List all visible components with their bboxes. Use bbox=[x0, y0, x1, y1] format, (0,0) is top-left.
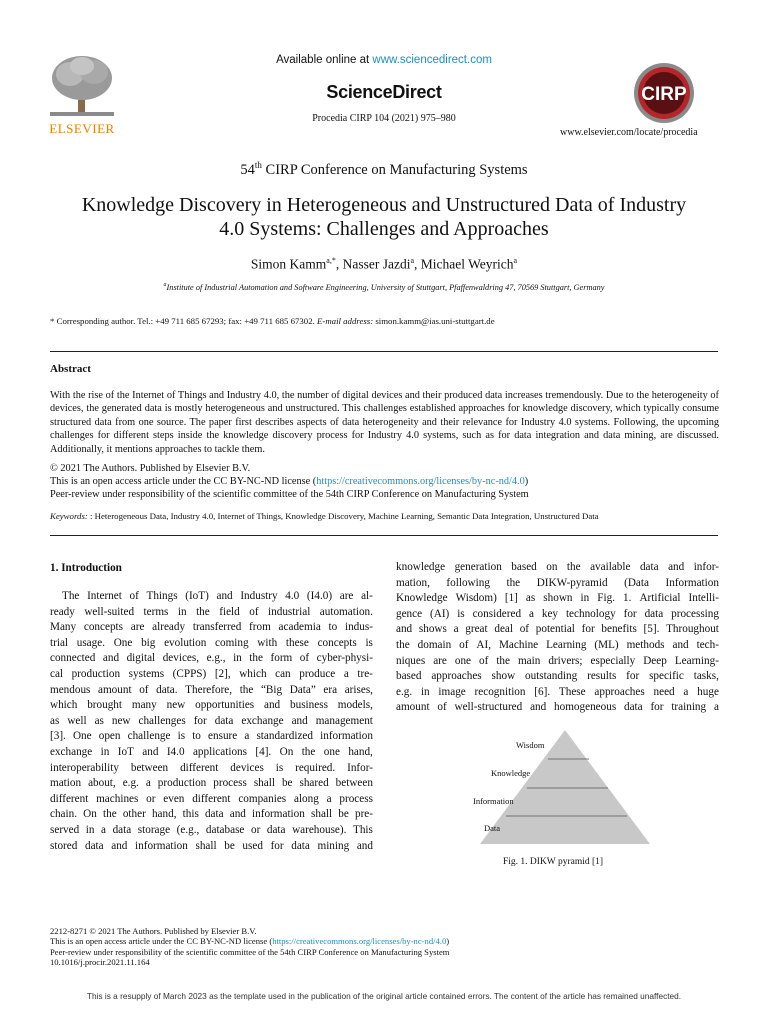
keywords-label: Keywords: bbox=[50, 511, 88, 521]
body-text-line: The Internet of Things (IoT) and Industry 4.0 (I4.0) are al- bbox=[62, 590, 373, 602]
abstract-license-block bbox=[50, 463, 740, 501]
body-text-line: Knowledge Wisdom) [1] as shown in Fig. 1. Artificial Intelli- bbox=[396, 592, 719, 605]
body-text-line: [3]. One open challenge is to ensure a standardized information bbox=[50, 730, 373, 743]
body-text-line: mendous amount of data. Therefore, the “Big Data” era arises, bbox=[50, 683, 373, 696]
footer-license-link[interactable]: https://creativecommons.org/licenses/by-nc-nd/4.0 bbox=[272, 936, 447, 947]
author-list: Simon Kamm$^{a,*}$, Nasser Jazdi$^a$, Michael Weyrich$^a$ bbox=[250, 256, 518, 272]
cirp-logo bbox=[631, 62, 697, 124]
conference-name: 54th CIRP Conference on Manufacturing Systems bbox=[240, 160, 528, 178]
keywords-list: : Heterogeneous Data, Industry 4.0, Internet of Things, Knowledge Discovery, Machine Learning, Semantic Data Integration, Unstructured Data bbox=[87, 511, 599, 521]
corresponding-author: * Corresponding author. Tel.: +49 711 685 67293; fax: +49 711 685 67302. E-mail address: simon.kamm@ias.uni-stuttgart.de bbox=[50, 316, 495, 326]
footer-doi[interactable]: 10.1016/j.procir.2021.11.164 bbox=[50, 957, 150, 968]
body-text-line: connected and digital devices, e.g., in the form of cyber-physi- bbox=[50, 652, 373, 665]
body-text-line: based approaches show outstanding results for specific tasks, bbox=[396, 670, 719, 683]
author-email[interactable]: simon.kamm@ias.uni-stuttgart.de bbox=[373, 316, 495, 326]
title-line-2: 4.0 Systems: Challenges and Approaches bbox=[219, 218, 549, 240]
abstract-text: With the rise of the Internet of Things and Industry 4.0, the number of digital devices and their produced data increases tremendously. Due to the heterogeneity of devices, the generated data is mostly heterogeneous and unstructured. This challenges established approaches for knowledge discovery, which typically consume structured data from one source. The paper first describes aspects of data heterogeneity and their relevance for Industry 4.0 systems. Following, the upcoming challenges for different steps inside the knowledge discovery process for Industry 4.0 systems, such as for data integration and data mining, are discussed. Additionally, it mentions approaches to tackle them. bbox=[50, 390, 719, 455]
body-text-line: exchange in IoT and I4.0 applications [4]. On the one hand, bbox=[50, 745, 373, 758]
journal-citation: Procedia CIRP 104 (2021) 975–980 bbox=[312, 113, 456, 124]
body-text-line: knowledge generation based on the available data and infor- bbox=[396, 561, 719, 573]
abstract-bottom-rule bbox=[50, 535, 718, 536]
journal-url[interactable]: www.elsevier.com/locate/procedia bbox=[560, 127, 698, 138]
footer-license: This is an open access article under the CC BY-NC-ND license (https://creativecommons.org/licenses/by-nc-nd/4.0) bbox=[50, 936, 450, 947]
body-text-line: chain. On the other hand, this data and information shall be pre- bbox=[50, 808, 373, 821]
body-text-line: ready well-suited terms in the field of industrial automation. bbox=[50, 605, 373, 618]
sciencedirect-brand: ScienceDirect bbox=[326, 82, 442, 102]
keywords bbox=[50, 511, 740, 521]
pyramid-label-wisdom: Wisdom bbox=[516, 740, 545, 750]
sciencedirect-link[interactable]: www.sciencedirect.com bbox=[372, 54, 492, 66]
cirp-wordmark: CIRP bbox=[641, 84, 687, 105]
elsevier-wordmark: ELSEVIER bbox=[49, 121, 115, 136]
pyramid-shape bbox=[480, 730, 650, 844]
body-text-line: cal production systems (CPPS) [2], which can produce a tre- bbox=[50, 667, 373, 680]
body-text-line: trial usage. One big evolution coming with these concepts is bbox=[50, 636, 373, 649]
body-text-line: Many concepts are already transferred from academia to indus- bbox=[50, 621, 373, 634]
body-text-line: mation, following the DIKW-pyramid (Data Information bbox=[396, 576, 719, 589]
body-text-line: different machines or even different companies along a process bbox=[50, 792, 373, 805]
body-text-line: and shows a great deal of potential for benefits [5]. Throughout bbox=[396, 623, 719, 636]
body-text-line: the domain of AI, Machine Learning (ML) methods and tech- bbox=[396, 638, 719, 651]
abstract-top-rule bbox=[50, 351, 718, 352]
author-name: Nasser Jazdi bbox=[342, 256, 411, 272]
footer-block bbox=[50, 926, 450, 968]
abstract-heading: Abstract bbox=[50, 363, 91, 375]
pyramid-label-data: Data bbox=[484, 823, 501, 833]
pyramid-label-knowledge: Knowledge bbox=[491, 768, 531, 778]
figure-caption: Fig. 1. DIKW pyramid [1] bbox=[503, 857, 604, 867]
affiliation: $^a$Institute of Industrial Automation and Software Engineering, University of Stuttgart, Pfaffenwaldring 47, 70569 Stuttgart, Germany bbox=[163, 282, 605, 292]
pyramid-label-information: Information bbox=[473, 796, 514, 806]
body-text-line: gence (AI) is considered a key technology for data processing bbox=[396, 607, 719, 620]
available-online: Available online at www.sciencedirect.com bbox=[276, 54, 492, 66]
body-text-line: as well as new challenges for data exchange and management bbox=[50, 714, 373, 727]
abstract-license: This is an open access article under the CC BY-NC-ND license (https://creativecommons.org/licenses/by-nc-nd/4.0) bbox=[50, 475, 529, 487]
body-text-line: interoperability between different devices is required. Infor- bbox=[50, 761, 373, 774]
body-text-line: served in a data storage (e.g., database or data warehouse). This bbox=[50, 823, 373, 836]
dikw-pyramid-figure bbox=[470, 726, 660, 848]
resupply-notice: This is a resupply of March 2023 as the template used in the publication of the original article contained errors. The content of the article has remained unaffected. bbox=[86, 991, 682, 1001]
intro-right-column bbox=[396, 560, 719, 716]
abstract-peer-review: Peer-review under responsibility of the scientific committee of the 54th CIRP Conference on Manufacturing System bbox=[50, 488, 529, 500]
abstract-copyright: © 2021 The Authors. Published by Elsevier B.V. bbox=[50, 463, 251, 474]
footer-issn-copyright: 2212-8271 © 2021 The Authors. Published by Elsevier B.V. bbox=[50, 926, 257, 936]
author-name: Michael Weyrich bbox=[420, 256, 514, 272]
author-name: Simon Kamm bbox=[250, 256, 327, 272]
body-text-line: which brought many new opportunities and business models, bbox=[50, 699, 373, 712]
body-text-line: e.g. in image recognition [6]. These approaches need a huge bbox=[396, 685, 719, 698]
paper-title bbox=[0, 193, 768, 241]
footer-peer-review: Peer-review under responsibility of the scientific committee of the 54th CIRP Conference on Manufacturing System bbox=[50, 946, 450, 957]
body-text-line: mation about, e.g. a production process shall be shared between bbox=[50, 777, 373, 790]
section-heading-introduction: 1. Introduction bbox=[50, 562, 122, 574]
intro-left-column bbox=[50, 589, 373, 854]
body-text-line: niques are one of the main drivers; especially Deep Learning- bbox=[396, 654, 719, 667]
title-line-1: Knowledge Discovery in Heterogeneous and Unstructured Data of Industry bbox=[81, 194, 687, 216]
license-link[interactable]: https://creativecommons.org/licenses/by-nc-nd/4.0 bbox=[316, 475, 525, 487]
body-text-line: stored data and information shall be used for data mining and bbox=[50, 839, 373, 852]
body-text-line: amount of well-structured and homogeneous data for training a bbox=[396, 701, 719, 714]
